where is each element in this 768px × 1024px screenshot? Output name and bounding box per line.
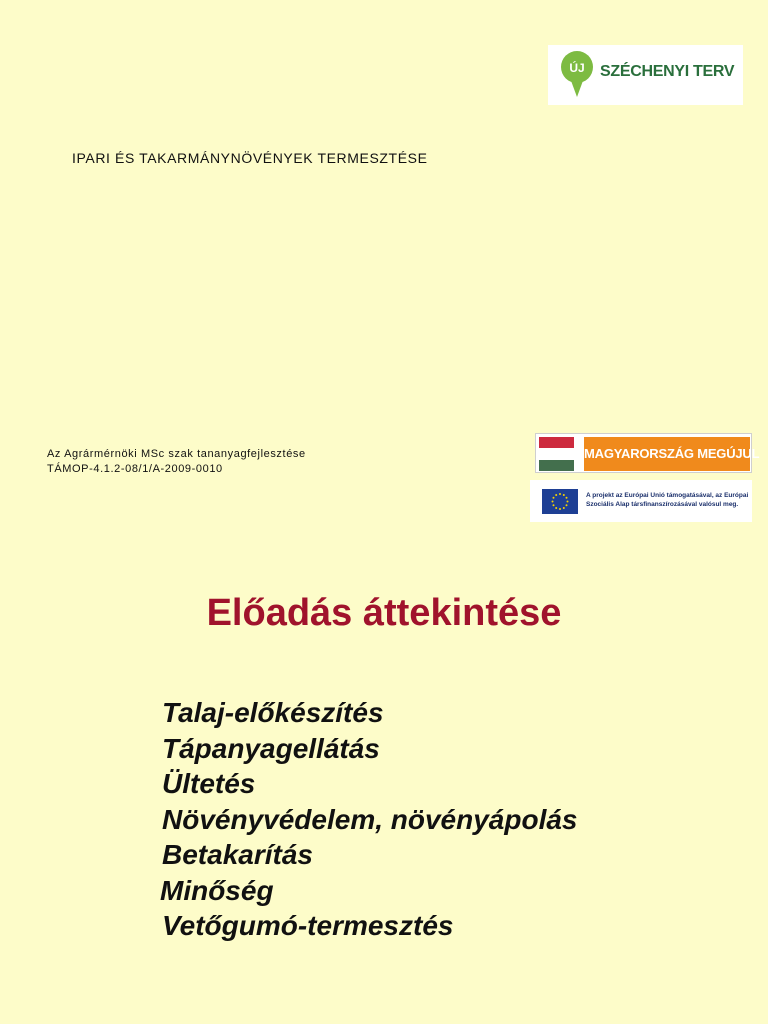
eu-banner-text: A projekt az Európai Unió támogatásával, az Európai Szociális Alap társfinanszírozásával valósul meg. (586, 492, 749, 508)
eu-flag-icon (542, 489, 578, 514)
slide-title: Előadás áttekintése (206, 592, 562, 634)
hungarian-flag-icon (539, 437, 574, 471)
magyarorszag-megujul-banner (535, 433, 760, 473)
szechenyi-terv-logo (548, 45, 743, 105)
subtitle-line-program: Az Agrármérnöki MSc szak tananyagfejlesztése (47, 448, 306, 460)
course-subtitle (47, 447, 306, 477)
list-item: Talaj-előkészítés (162, 697, 384, 728)
list-item: Ültetés (162, 768, 256, 799)
list-item: Vetőgumó-termesztés (162, 910, 454, 941)
eu-funding-banner (530, 480, 752, 522)
location-pin-icon (560, 50, 594, 100)
list-item: Növényvédelem, növényápolás (162, 803, 578, 835)
list-item: Tápanyagellátás (162, 732, 380, 764)
szechenyi-logo-text: SZÉCHENYI TERV (600, 63, 735, 80)
mm-banner-text: MAGYARORSZÁG MEGÚJUL (584, 437, 750, 471)
subtitle-line-project-code: TÁMOP-4.1.2-08/1/A-2009-0010 (47, 463, 223, 475)
topic-list (162, 695, 578, 944)
list-item: Minőség (160, 874, 274, 906)
pin-label: ÚJ (569, 61, 585, 75)
list-item: Betakarítás (162, 839, 313, 870)
course-title: IPARI ÉS TAKARMÁNYNÖVÉNYEK TERMESZTÉSE (72, 150, 428, 166)
